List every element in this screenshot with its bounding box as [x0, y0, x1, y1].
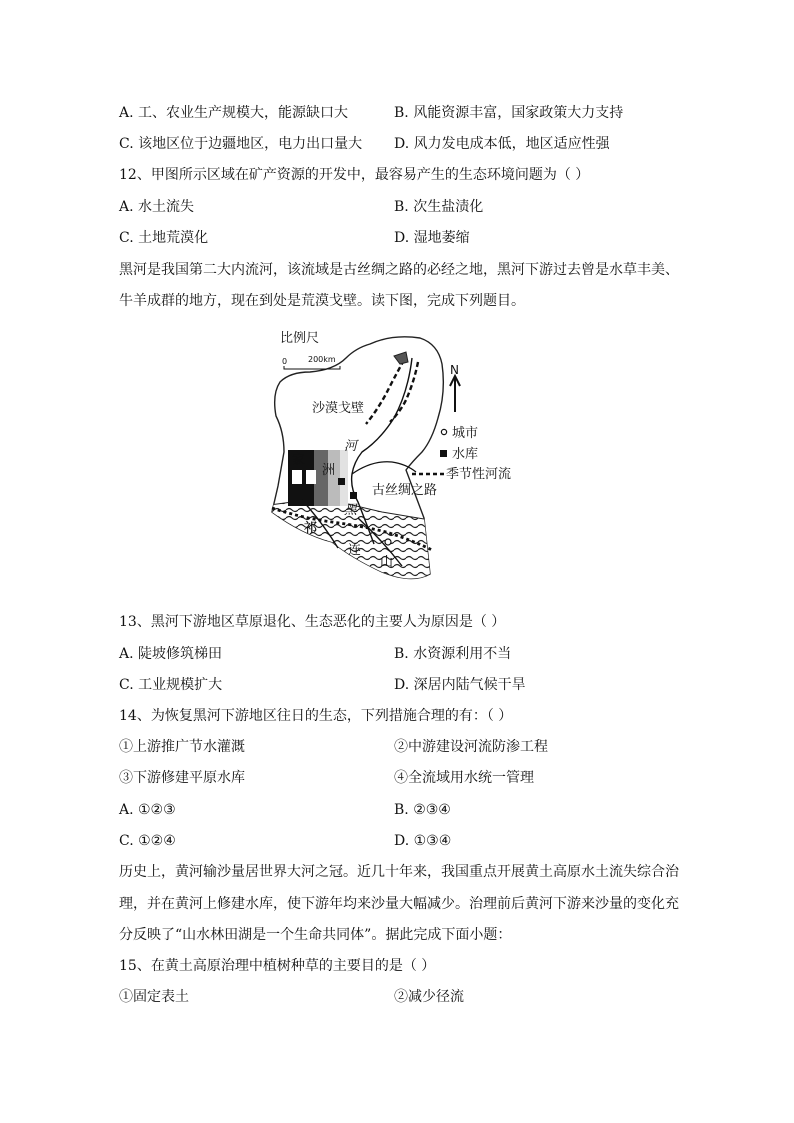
passage1-line1: 黑河是我国第二大内流河，该流域是古丝绸之路的必经之地，黑河下游过去曾是水草丰美、 [119, 262, 679, 278]
passage2-line3: 分反映了“山水林田湖是一个生命共同体”。据此完成下面小题： [119, 927, 512, 943]
label-qi: 祁 [304, 521, 318, 536]
legend-city-label: 城市 [452, 426, 479, 441]
label-shan: 山 [380, 555, 394, 570]
passage1-line2: 牛羊成群的地方，现在到处是荒漠戈壁。读下图，完成下列题目。 [119, 293, 525, 309]
q12-stem: 12、甲图所示区域在矿产资源的开发中，最容易产生的生态环境问题为（ ） [119, 167, 590, 183]
heihe-basin-map [262, 322, 538, 590]
legend-city-icon [441, 429, 446, 434]
oasis-white-mark-2 [306, 470, 316, 484]
q11-option-b: B. 风能资源丰富，国家政策大力支持 [394, 105, 624, 121]
q14-stem: 14、为恢复黑河下游地区往日的生态，下列措施合理的有：（ ） [119, 708, 513, 724]
q15-stem: 15、在黄土高原治理中植树种草的主要目的是（ ） [119, 958, 436, 974]
north-label: N [450, 363, 459, 377]
q15-statement-2: ②减少径流 [394, 989, 464, 1005]
q13-option-a: A. 陡坡修筑梯田 [119, 646, 223, 662]
reservoir-marker-1 [338, 478, 345, 485]
legend-reservoir-icon [440, 450, 447, 457]
q14-option-c: C. ①②④ [119, 833, 176, 849]
q14-statement-1: ①上游推广节水灌溉 [119, 739, 245, 755]
q13-stem: 13、黑河下游地区草原退化、生态恶化的主要人为原因是（ ） [119, 614, 506, 630]
city-marker-map [385, 539, 391, 545]
q11-option-d: D. 风力发电成本低，地区适应性强 [394, 136, 610, 152]
scale-length: 200km [308, 355, 336, 364]
label-river-he: 河 [344, 439, 358, 454]
label-hexi-zhou: 洲 [322, 463, 336, 478]
legend-seasonal-label: 季节性河流 [446, 467, 512, 482]
q12-option-b: B. 次生盐渍化 [394, 199, 484, 215]
q13-option-d: D. 深居内陆气候干旱 [394, 677, 526, 693]
q15-statement-1: ①固定表土 [119, 989, 189, 1005]
q13-option-c: C. 工业规模扩大 [119, 677, 223, 693]
label-hexi-jia: 家 [292, 453, 306, 468]
label-lian: 连 [348, 543, 362, 558]
passage2-line1: 历史上，黄河输沙量居世界大河之冠。近几十年来，我国重点开展黄土高原水土流失综合治 [119, 864, 679, 880]
q11-option-a: A. 工、农业生产规模大，能源缺口大 [119, 105, 349, 121]
q14-option-b: B. ②③④ [394, 802, 451, 818]
north-arrow-icon [450, 376, 460, 412]
scale-zero: 0 [282, 357, 288, 366]
oasis-white-mark-1 [292, 470, 302, 484]
q11-option-c: C. 该地区位于边疆地区，电力出口量大 [119, 136, 363, 152]
q14-statement-4: ④全流域用水统一管理 [394, 770, 534, 786]
q14-statement-2: ②中游建设河流防渗工程 [394, 739, 548, 755]
oasis-block-grey [314, 450, 328, 506]
q12-option-c: C. 土地荒漠化 [119, 230, 209, 246]
label-silk-road: 古丝绸之路 [372, 483, 438, 498]
q14-statement-3: ③下游修建平原水库 [119, 770, 245, 786]
label-hei: 黑 [344, 503, 358, 518]
reservoir-marker-2 [350, 492, 357, 499]
q12-option-a: A. 水土流失 [119, 199, 195, 215]
passage2-line2: 理，并在黄河上修建水库，使下游年均来沙量大幅减少。治理前后黄河下游来沙量的变化充 [119, 896, 679, 912]
q14-option-a: A. ①②③ [119, 802, 176, 818]
scale-title: 比例尺 [280, 331, 320, 346]
q12-option-d: D. 湿地萎缩 [394, 230, 470, 246]
legend-reservoir-label: 水库 [452, 447, 479, 462]
label-desert: 沙漠戈壁 [312, 401, 365, 416]
q13-option-b: B. 水资源利用不当 [394, 646, 512, 662]
q14-option-d: D. ①③④ [394, 833, 452, 849]
